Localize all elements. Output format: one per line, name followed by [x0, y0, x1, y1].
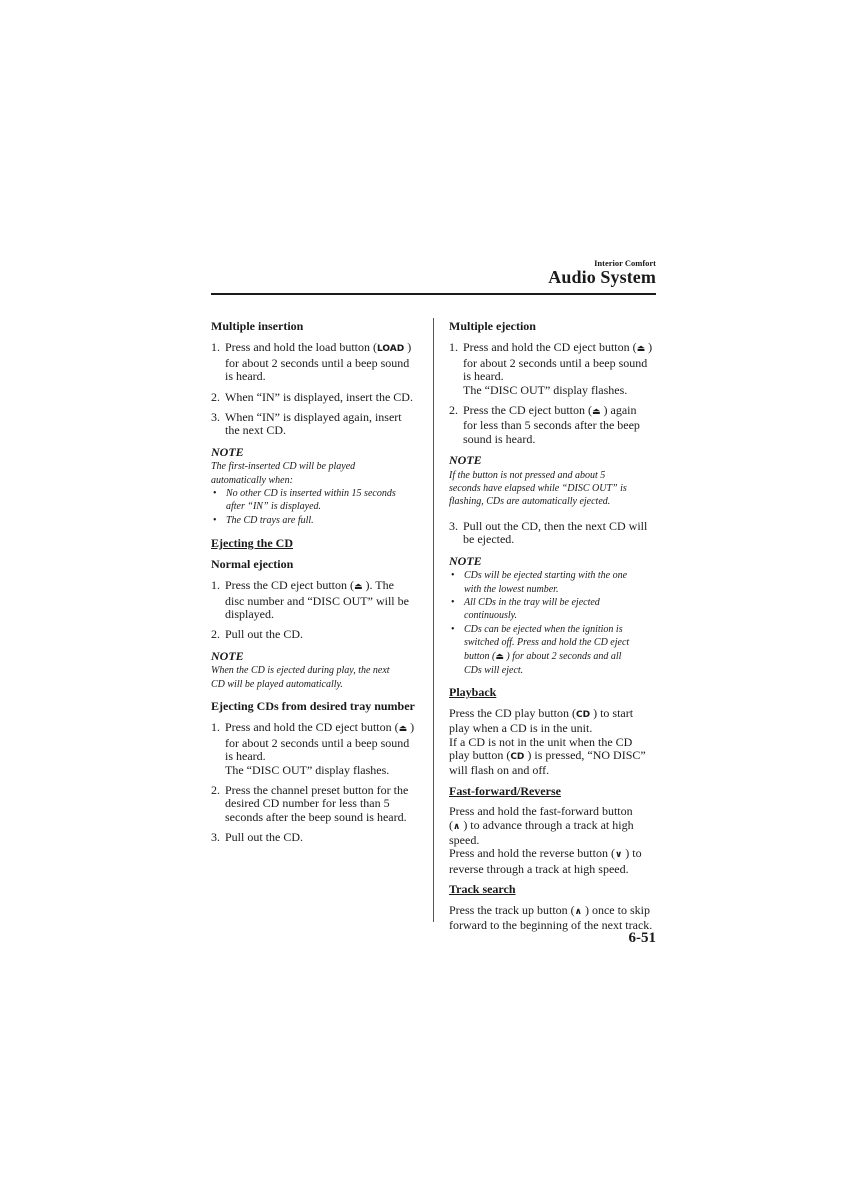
eject-icon: ⏏ — [636, 344, 646, 355]
track-search-text — [449, 904, 659, 933]
right-column — [449, 320, 659, 939]
multiple-ejection-heading: Multiple ejection — [449, 319, 536, 333]
step-text: When “IN” is displayed again, insert the next CD. — [225, 410, 402, 438]
list-item — [211, 341, 419, 383]
step-number: 2. — [449, 403, 458, 418]
ejecting-heading: Ejecting the CD — [211, 536, 293, 551]
paragraph-text: Press and hold the fast-forward button ( — [449, 804, 633, 832]
playback-heading: Playback — [449, 685, 497, 700]
list-item — [211, 628, 419, 641]
step-text: Pull out the CD. — [225, 830, 304, 845]
list-item — [211, 391, 419, 404]
list-item — [449, 520, 659, 547]
paragraph-text: ) is pressed, “NO DISC” will flash on and off. — [449, 747, 646, 778]
chevron-up-icon: ∧ — [453, 821, 461, 832]
list-item — [449, 341, 659, 397]
header-rule — [211, 293, 656, 295]
list-item — [211, 579, 419, 621]
bullet-text: ) for about 2 seconds and all CDs will eject. — [464, 650, 622, 676]
eject-icon: ⏏ — [353, 582, 363, 593]
note-heading: NOTE — [211, 648, 244, 663]
step-text: Press and hold the CD eject button ( — [225, 720, 399, 735]
step-text: ) for about 2 seconds until a beep sound is heard. The “DISC OUT” display flashes. — [463, 340, 653, 397]
list-item — [211, 411, 419, 438]
chevron-up-icon: ∧ — [574, 906, 582, 917]
note-text: The first-inserted CD will be played automatically when: — [211, 461, 356, 486]
step-text: Press the CD eject button ( — [463, 403, 592, 418]
step-number: 3. — [449, 518, 458, 533]
step-number: 1. — [211, 578, 220, 593]
bullet-text: The CD trays are full. — [226, 514, 314, 526]
page-number: 6-51 — [628, 930, 656, 946]
ffrev-heading: Fast-forward/Reverse — [449, 783, 561, 798]
normal-ejection-heading: Normal ejection — [211, 556, 294, 571]
step-number: 1. — [449, 340, 458, 355]
bullet-icon: • — [213, 488, 217, 500]
step-text: Pull out the CD. — [225, 627, 304, 642]
note-text: When the CD is ejected during play, the next CD will be played automatically. — [211, 665, 390, 690]
tray-ejection-heading: Ejecting CDs from desired tray number — [211, 698, 415, 713]
step-text: ). The disc number and “DISC OUT” will be displayed. — [225, 578, 409, 621]
note-bullet — [211, 487, 419, 514]
bullet-text: CDs will be ejected starting with the one with the lowest number. — [464, 570, 628, 595]
bullet-icon: • — [213, 514, 217, 526]
ffrev-text — [449, 805, 659, 876]
chevron-down-icon: ∨ — [614, 850, 623, 861]
multiple-insertion-heading: Multiple insertion — [211, 319, 304, 333]
step-number: 3. — [211, 830, 220, 845]
step-number: 2. — [211, 389, 220, 404]
note-heading: NOTE — [449, 553, 482, 568]
bullet-text: All CDs in the tray will be ejected continuously. — [464, 596, 600, 622]
load-icon: LOAD — [376, 344, 405, 355]
paragraph-text: Press the track up button ( — [449, 902, 575, 917]
list-item — [211, 831, 419, 844]
step-number: 1. — [211, 720, 220, 735]
step-text: ) again for less than 5 seconds after the beep sound is heard. — [463, 403, 640, 446]
note-heading: NOTE — [449, 453, 482, 468]
bullet-icon: • — [451, 570, 455, 582]
paragraph-text: ) to start play when a CD is in the unit. If a CD is not in the unit when the CD play button ( — [449, 705, 634, 762]
page-title: Audio System — [548, 267, 656, 287]
list-item — [211, 784, 419, 824]
left-column — [211, 320, 419, 852]
step-text: Press and hold the CD eject button ( — [463, 340, 637, 355]
step-text: ) for about 2 seconds until a beep sound is heard. — [225, 340, 412, 384]
eject-icon: ⏏ — [398, 724, 408, 735]
bullet-icon: • — [451, 623, 455, 635]
step-number: 2. — [211, 627, 220, 642]
list-item — [449, 404, 659, 446]
note-heading: NOTE — [211, 444, 244, 459]
cd-icon: CD — [510, 751, 525, 762]
paragraph-text: ) to reverse through a track at high speed. — [449, 846, 642, 876]
bullet-text: No other CD is inserted within 15 seconds after “IN” is displayed. — [226, 488, 396, 513]
eject-icon: ⏏ — [495, 651, 504, 662]
step-text: When “IN” is displayed, insert the CD. — [225, 389, 413, 404]
list-item — [211, 721, 419, 777]
paragraph-text: Press the CD play button ( — [449, 705, 576, 720]
eject-icon: ⏏ — [591, 407, 601, 418]
note-text: If the button is not pressed and about 5 seconds have elapsed while “DISC OUT” is flashing, CDs are automatically ejected. — [449, 469, 627, 508]
note-bullet — [449, 623, 659, 678]
track-search-heading: Track search — [449, 882, 516, 897]
paragraph-text: ) to advance through a track at high speed. Press and hold the reverse button ( — [449, 817, 634, 861]
bullet-text: CDs can be ejected when the ignition is switched off. Press and hold the CD eject button ( — [464, 623, 630, 662]
step-text: ) for about 2 seconds until a beep sound is heard. The “DISC OUT” display flashes. — [225, 720, 415, 777]
step-number: 1. — [211, 340, 220, 355]
paragraph-text: ) once to skip forward to the beginning of the next track. — [449, 902, 653, 933]
step-number: 3. — [211, 410, 220, 425]
step-text: Pull out the CD, then the next CD will be ejected. — [463, 518, 648, 547]
bullet-icon: • — [451, 596, 455, 608]
step-text: Press the channel preset button for the desired CD number for less than 5 seconds after the beep sound is heard. — [225, 782, 409, 824]
step-number: 2. — [211, 782, 220, 797]
playback-text — [449, 707, 659, 778]
step-text: Press the CD eject button ( — [225, 578, 354, 593]
cd-icon: CD — [576, 709, 591, 720]
note-bullet — [449, 596, 659, 623]
step-text: Press and hold the load button ( — [225, 340, 377, 355]
header-section: Interior Comfort — [594, 258, 656, 268]
note-bullet — [211, 514, 419, 527]
column-divider — [433, 318, 434, 922]
note-bullet — [449, 569, 659, 596]
